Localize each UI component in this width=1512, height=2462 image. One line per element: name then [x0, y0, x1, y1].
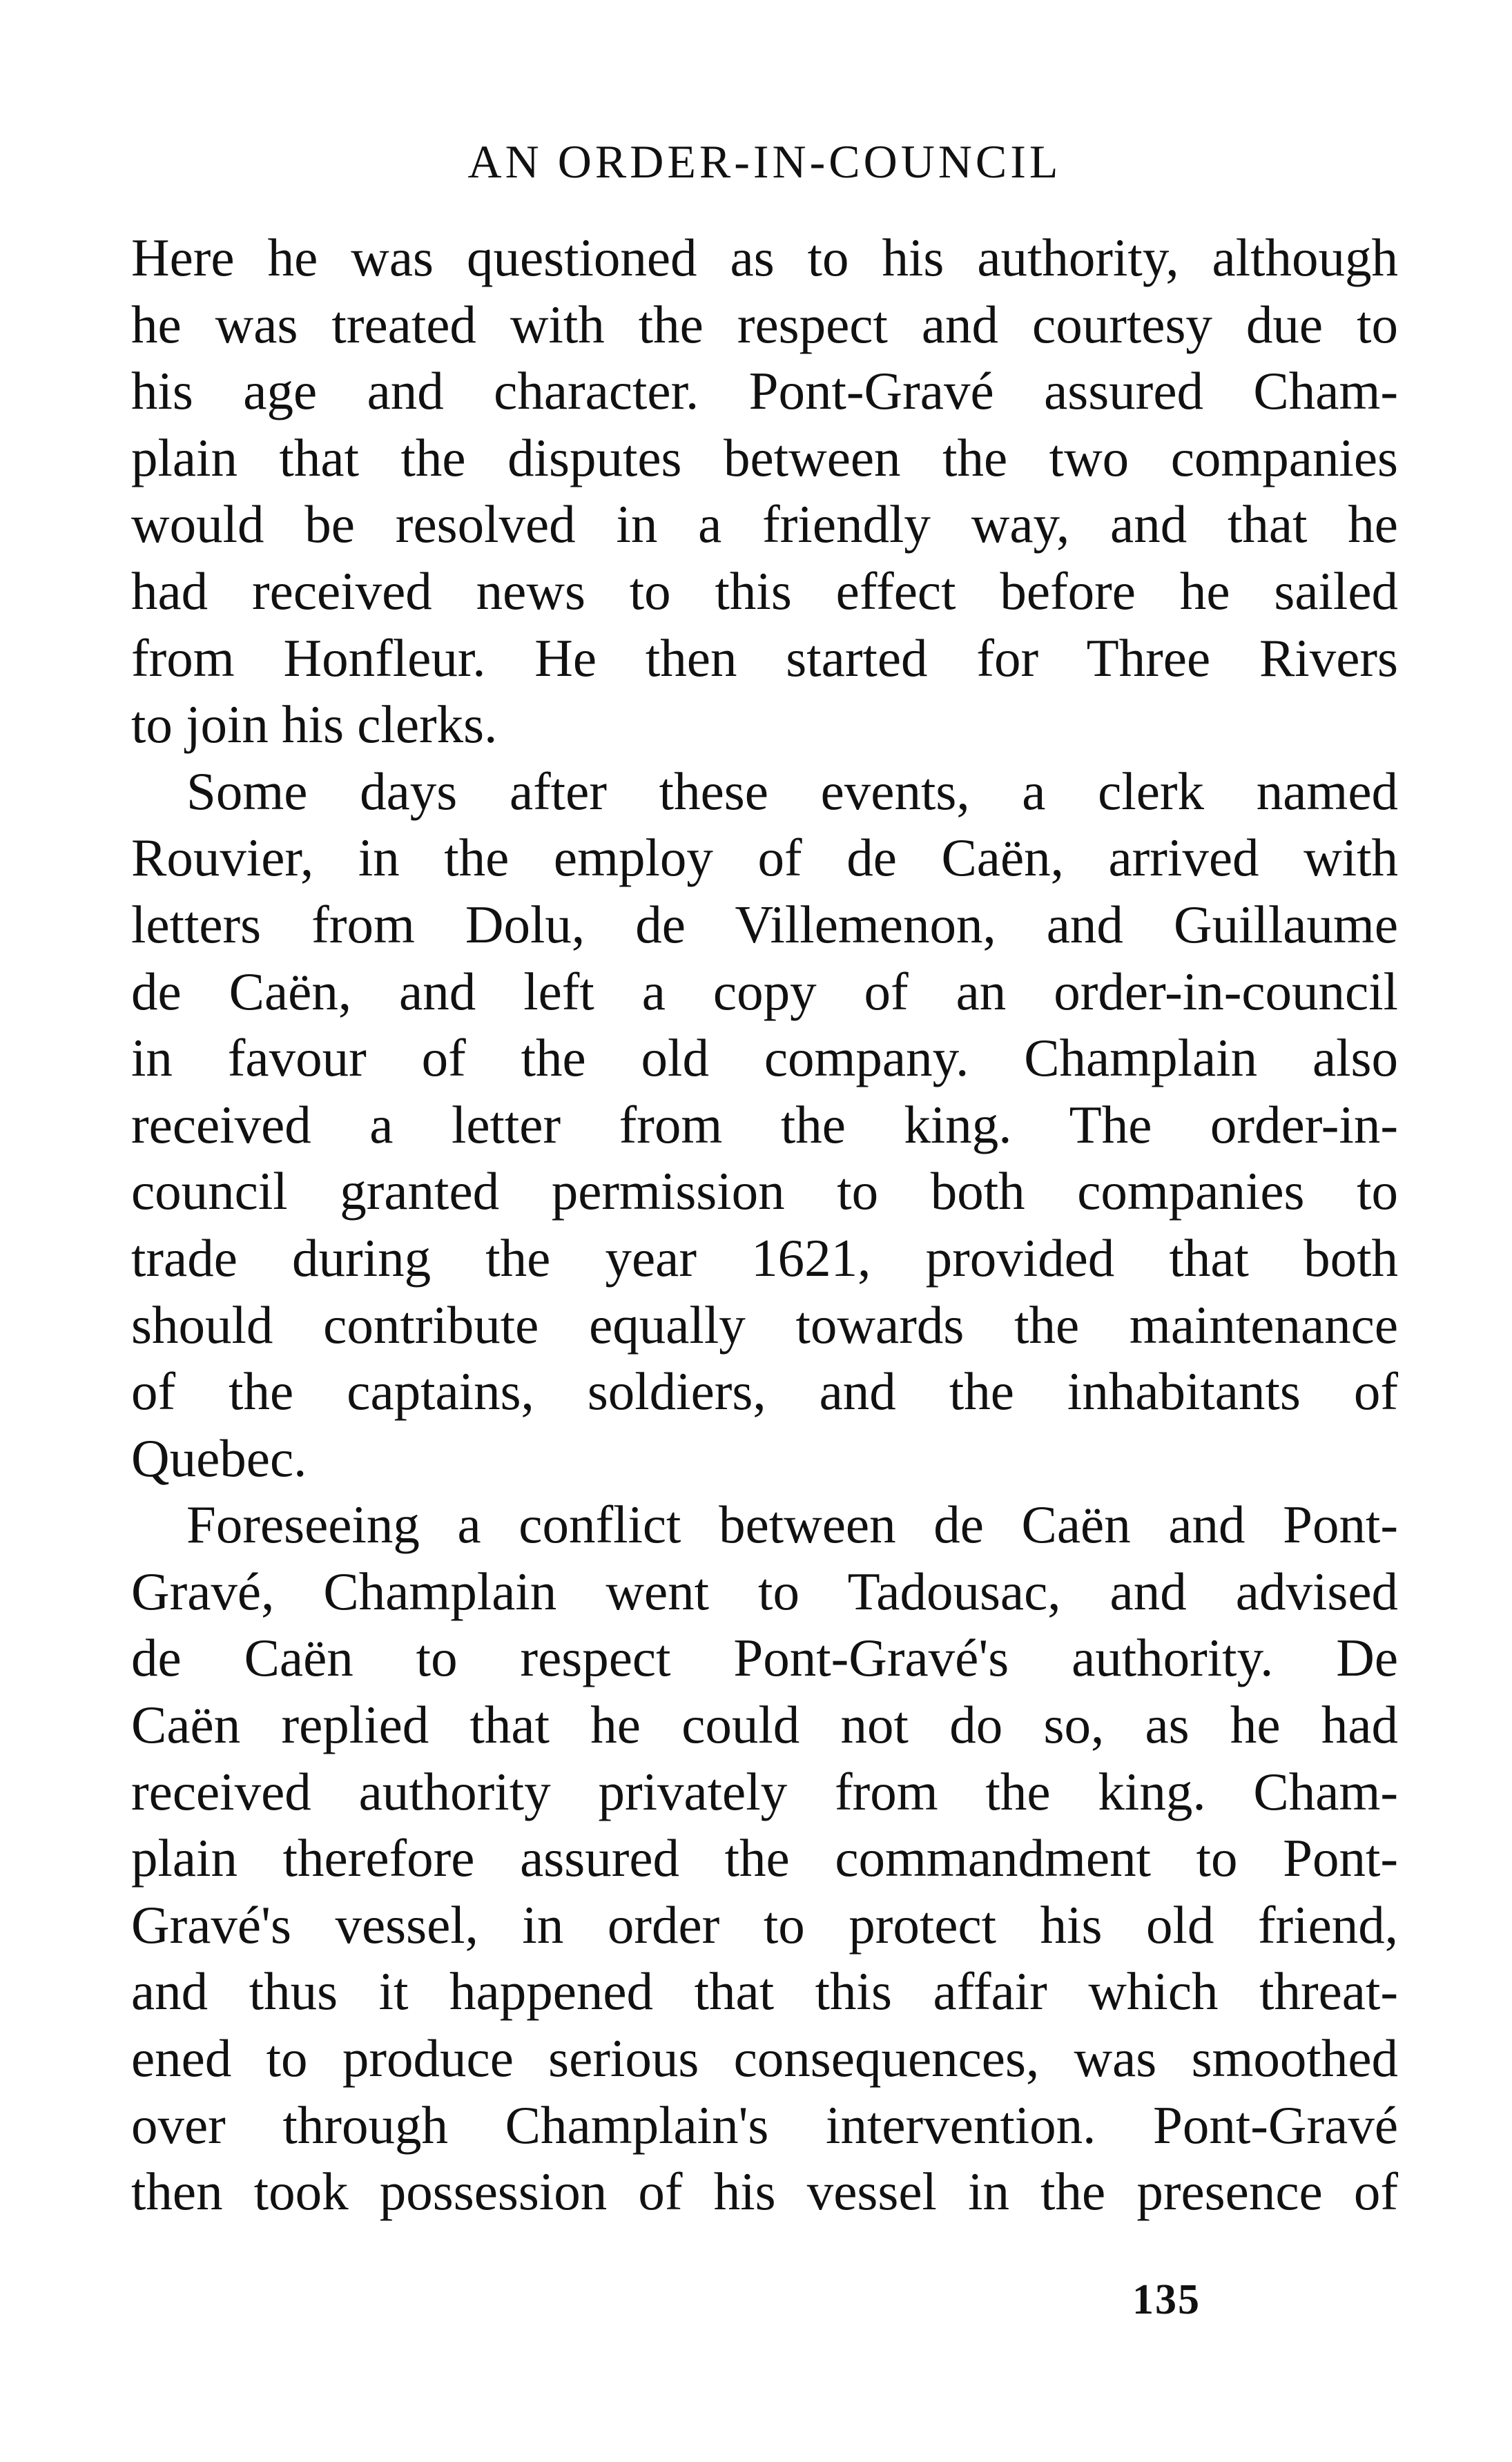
text-line: council granted permission to both companies to [131, 1161, 1398, 1221]
text-line: Foreseeing a conflict between de Caën and Pont- [186, 1495, 1398, 1555]
text-line: from Honfleur. He then started for Three Rivers [131, 628, 1398, 688]
text-line: Gravé's vessel, in order to protect his old friend, [131, 1894, 1398, 1955]
text-line: to join his clerks. [131, 695, 498, 755]
text-line: Gravé, Champlain went to Tadousac, and advised [131, 1561, 1398, 1621]
body-text [131, 224, 1398, 2225]
text-line: de Caën to respect Pont-Gravé's authority. De [131, 1628, 1398, 1688]
text-line: de Caën, and left a copy of an order-in-council [131, 961, 1398, 1021]
page-number: 135 [1132, 2276, 1201, 2323]
text-line: in favour of the old company. Champlain also [131, 1028, 1398, 1088]
text-line: he was treated with the respect and courtesy due to [131, 294, 1398, 354]
text-line: Rouvier, in the employ of de Caën, arrived with [131, 828, 1398, 888]
text-line: of the captains, soldiers, and the inhabitants of [131, 1361, 1398, 1422]
text-line: received a letter from the king. The order-in- [131, 1094, 1398, 1154]
text-line: Quebec. [131, 1428, 307, 1488]
text-line: plain that the disputes between the two companies [131, 427, 1398, 487]
text-line: his age and character. Pont-Gravé assured Cham- [131, 361, 1398, 421]
text-line: would be resolved in a friendly way, and that he [131, 494, 1398, 554]
text-line: and thus it happened that this affair which threat- [131, 1961, 1398, 2022]
text-line: Some days after these events, a clerk named [186, 761, 1398, 821]
text-line: over through Champlain's intervention. Pont-Gravé [131, 2095, 1398, 2155]
running-head: AN ORDER-IN-COUNCIL [467, 135, 1062, 188]
text-line: trade during the year 1621, provided that both [131, 1228, 1398, 1288]
text-line: Caën replied that he could not do so, as he had [131, 1695, 1398, 1755]
text-line: should contribute equally towards the maintenance [131, 1295, 1398, 1355]
text-line: received authority privately from the king. Cham- [131, 1761, 1398, 1821]
text-line: then took possession of his vessel in the presence of [131, 2162, 1398, 2222]
text-line: letters from Dolu, de Villemenon, and Guillaume [131, 894, 1398, 954]
text-line: had received news to this effect before he sailed [131, 561, 1398, 621]
text-line: ened to produce serious consequences, was smoothed [131, 2028, 1398, 2088]
text-line: plain therefore assured the commandment to Pont- [131, 1828, 1398, 1888]
text-line: Here he was questioned as to his authority, although [131, 228, 1398, 287]
